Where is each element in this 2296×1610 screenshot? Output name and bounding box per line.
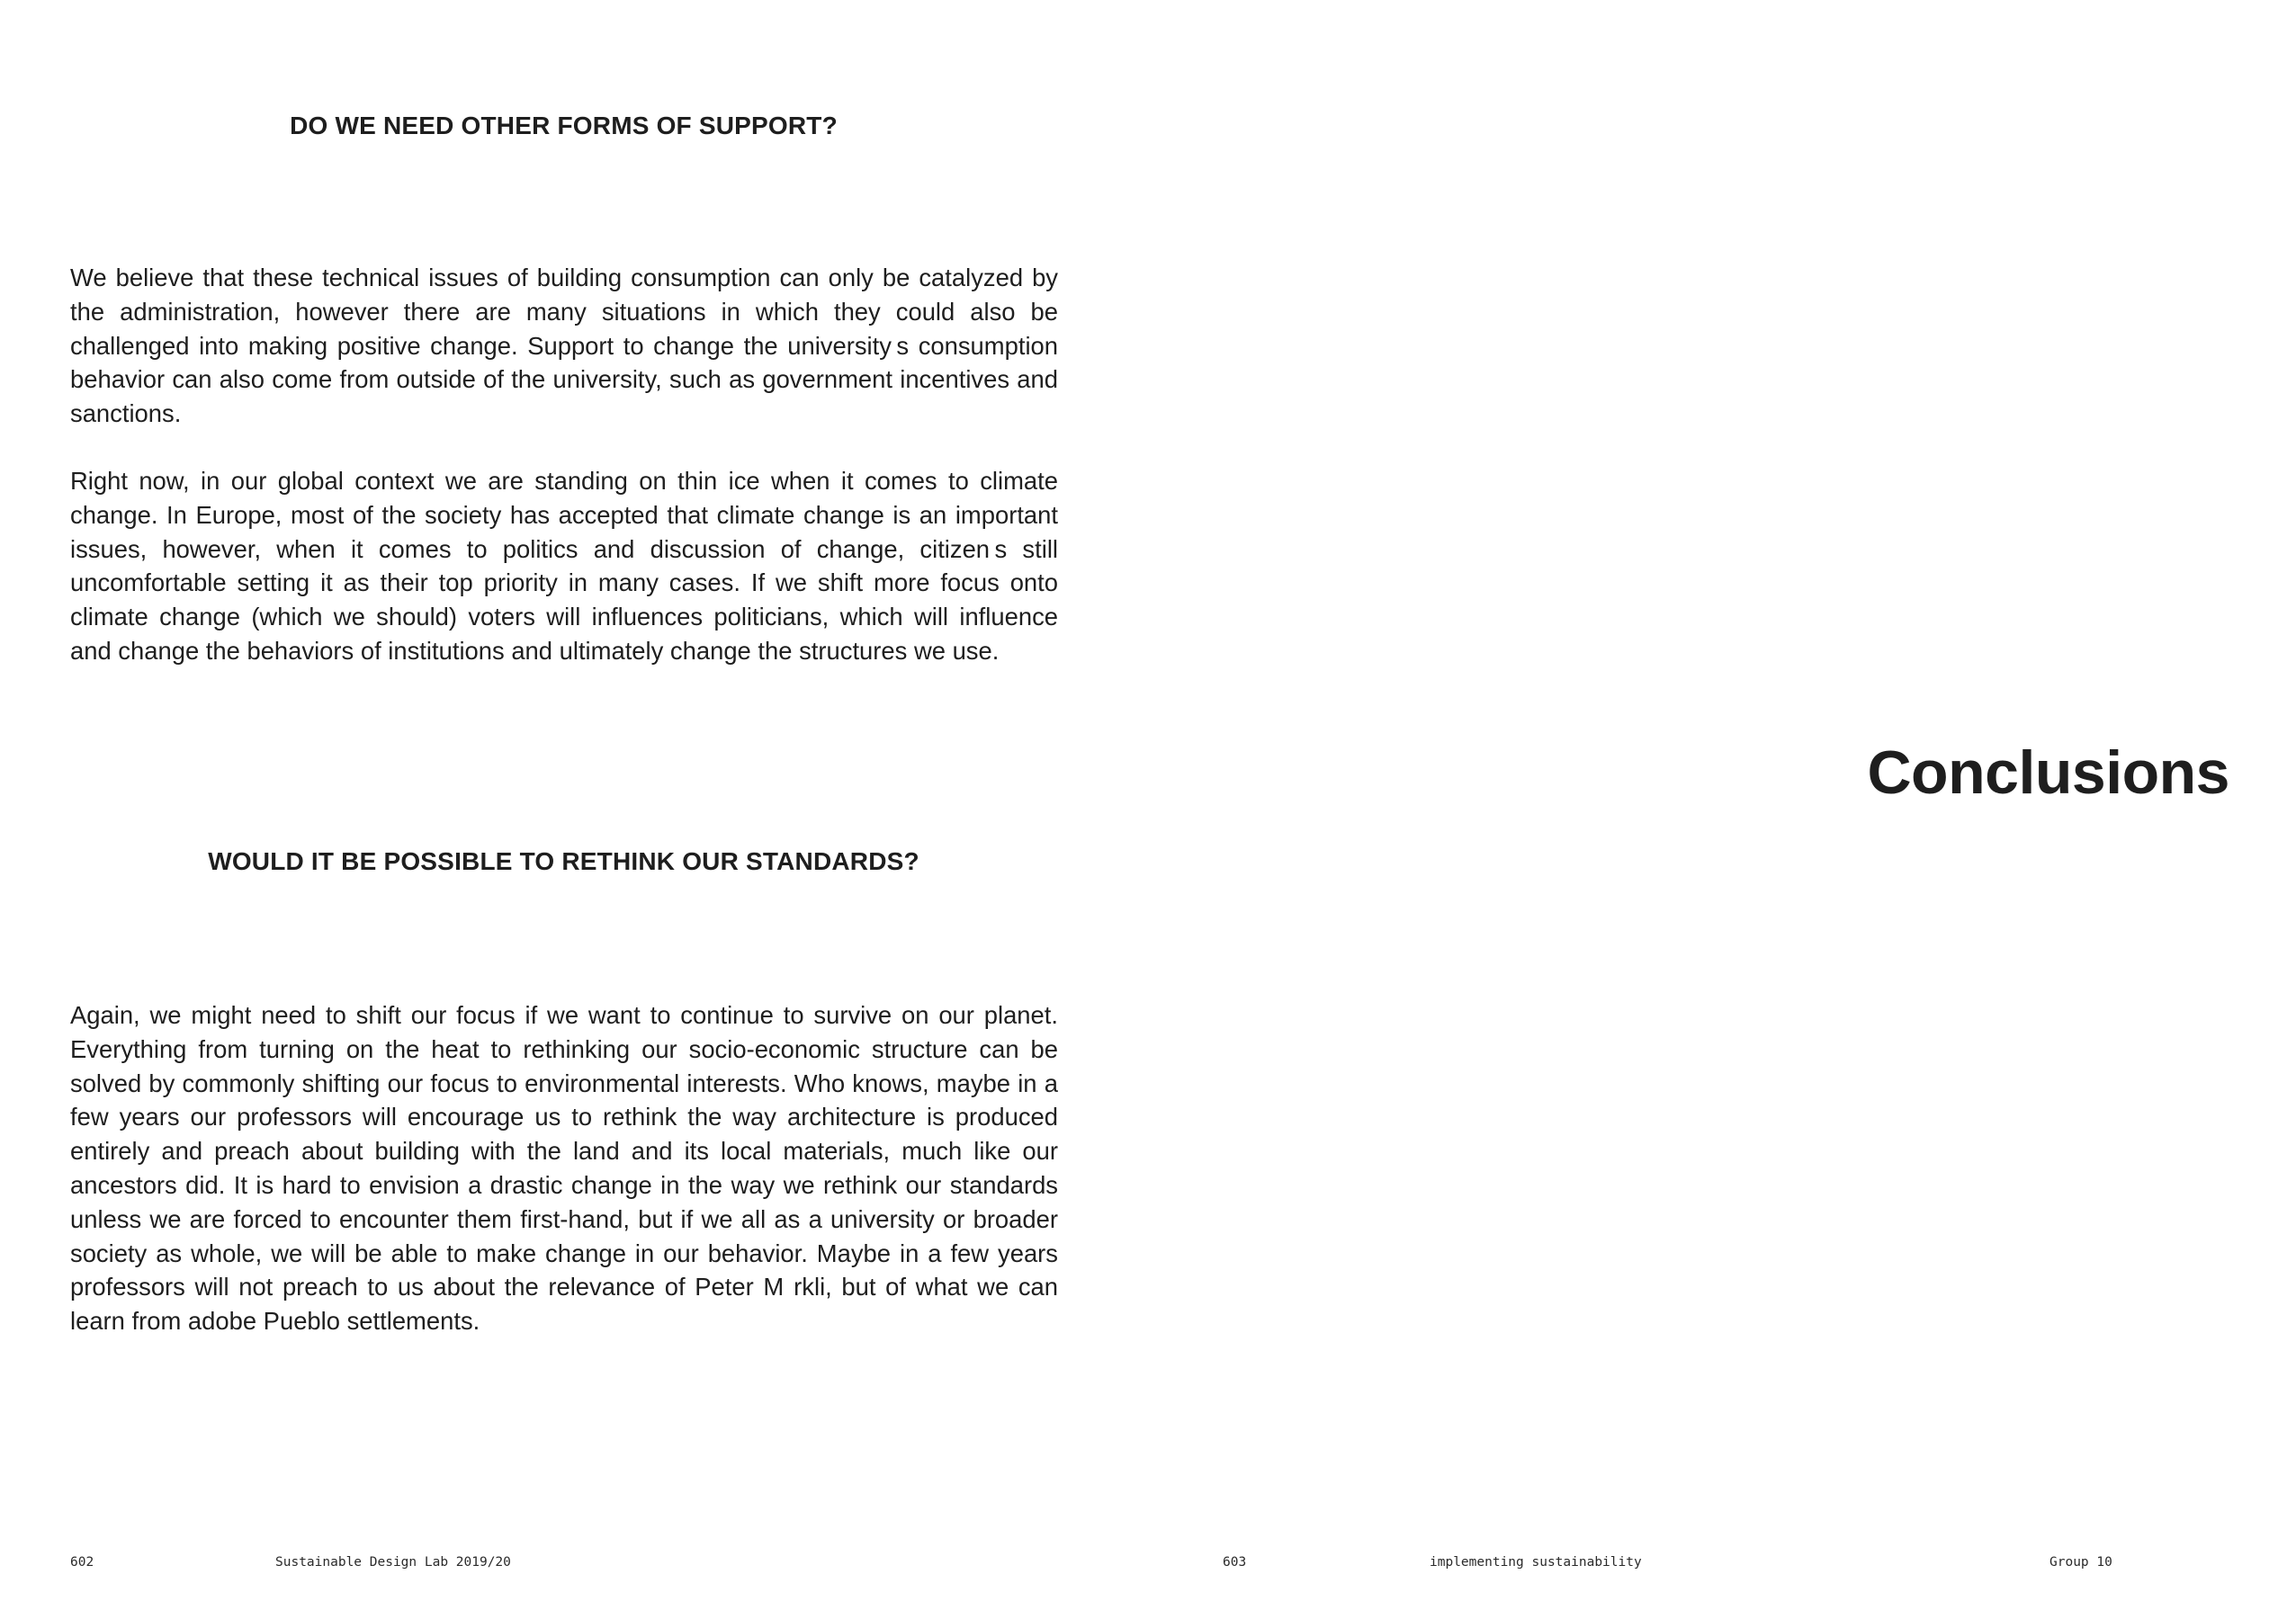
section-body-support [70,261,1058,702]
group-label: Group 10 [2049,1555,2112,1570]
page-number-left: 602 [70,1555,94,1570]
paragraph-standards-1: Again, we might need to shift our focus if we want to continue to survive on our planet. Everything from turning on the heat to rethinking our socio-economic structure can be solved by commonly shifting our focus to environmental interests. Who knows, maybe in a few years our professors will encourage us to rethink the way architecture is produced entirely and preach about building with the land and its local materials, much like our ancestors did. It is hard to envision a drastic change in the way we rethink our standards unless we are forced to encounter them first-hand, but if we all as a university or broader society as whole, we will be able to make change in our behavior. Maybe in a few years professors will not preach to us about the relevance of Peter M rkli, but of what we can learn from adobe Pueblo settlements. [70,1001,1058,1336]
page-number-right: 603 [1223,1555,1247,1570]
chapter-title-conclusions: Conclusions [1867,738,2229,807]
section-heading-support: DO WE NEED OTHER FORMS OF SUPPORT? [290,112,838,139]
section-heading-standards: WOULD IT BE POSSIBLE TO RETHINK OUR STANDARDS? [208,847,919,875]
running-title-right: implementing sustainability [1430,1555,1642,1570]
paragraph-support-1: We believe that these technical issues of building consumption can only be catalyzed by the administration, however there are many situations in which they could also be challenged into making positive change. Support to change the university s consumption behavior can also come from outside of the university, such as government incentives and sanctions. [70,264,1058,428]
paragraph-support-2: Right now, in our global context we are standing on thin ice when it comes to climate change. In Europe, most of the society has accepted that climate change is an important issues, however, when it comes to politics and discussion of change, citizen s still uncomfortable setting it as their top priority in many cases. If we shift more focus onto climate change (which we should) voters will influences politicians, which will influence and change the behaviors of institutions and ultimately change the structures we use. [70,466,1058,665]
section-body-standards [70,998,1058,1372]
running-title-left: Sustainable Design Lab 2019/20 [275,1555,511,1570]
